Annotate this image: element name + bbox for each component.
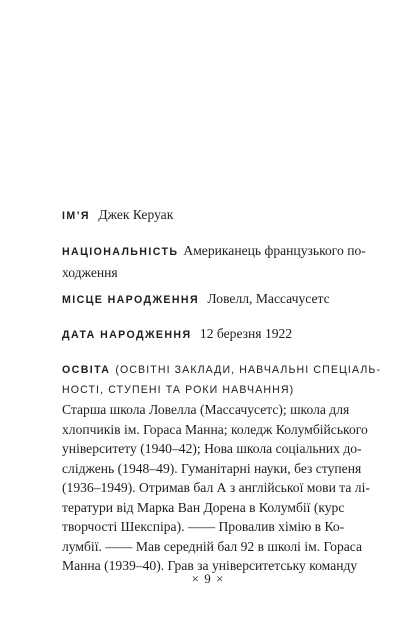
nationality-entry xyxy=(62,241,372,282)
education-text-line-1: Старша школа Ловелла (Массачусетс); школа для xyxy=(62,402,350,417)
education-text-line-3: університету (1940–42); Нова школа соціальних до- xyxy=(62,441,362,456)
education-heading-line-1 xyxy=(62,359,382,381)
birthdate-label: ДАТА НАРОДЖЕННЯ xyxy=(62,329,192,341)
birthplace-label: МІСЦЕ НАРОДЖЕННЯ xyxy=(62,294,199,306)
education-note-line-1: (ОСВІТНІ ЗАКЛАДИ, НАВЧАЛЬНІ СПЕЦІАЛЬ- xyxy=(115,364,382,376)
education-text-line-9: Манна (1939–40). Грав за університетську команду xyxy=(62,558,358,573)
nationality-label: НАЦІОНАЛЬНІСТЬ xyxy=(62,246,179,258)
education-note-line-2: НОСТІ, СТУПЕНІ ТА РОКИ НАВЧАННЯ) xyxy=(62,383,295,396)
birthplace-entry xyxy=(62,289,372,311)
nationality-value-line-2: ходження xyxy=(62,264,118,280)
education-text-line-2: хлопчиків ім. Гораса Манна; коледж Колумбійського xyxy=(62,421,368,437)
education-text-line-5: (1936–1949). Отримав бал А з англійської мови та лі- xyxy=(62,480,370,495)
nationality-value-line-1: Американець французького по- xyxy=(183,243,366,258)
name-label: ІМ’Я xyxy=(62,210,90,222)
education-text-line-7: творчості Шекспіра). —— Провалив хімію в Ко- xyxy=(62,519,345,534)
nationality-line-1 xyxy=(62,241,372,263)
education-text-line-8: лумбії. —— Мав середній бал 92 в школі ім. Гораса xyxy=(62,538,363,554)
birthplace-value: Ловелл, Массачусетс xyxy=(207,291,330,306)
education-entry xyxy=(62,359,382,576)
education-label: ОСВІТА xyxy=(62,364,111,376)
name-value: Джек Керуак xyxy=(98,207,174,222)
education-text-line-6: тератури від Марка Ван Дорена в Колумбії (курс xyxy=(62,499,345,515)
name-entry xyxy=(62,205,372,227)
birthdate-value: 12 березня 1922 xyxy=(199,326,293,341)
education-text-line-4: сліджень (1948–49). Гуманітарні науки, без ступеня xyxy=(62,460,362,476)
birthdate-entry xyxy=(62,324,372,346)
page-number: × 9 × xyxy=(191,571,225,586)
